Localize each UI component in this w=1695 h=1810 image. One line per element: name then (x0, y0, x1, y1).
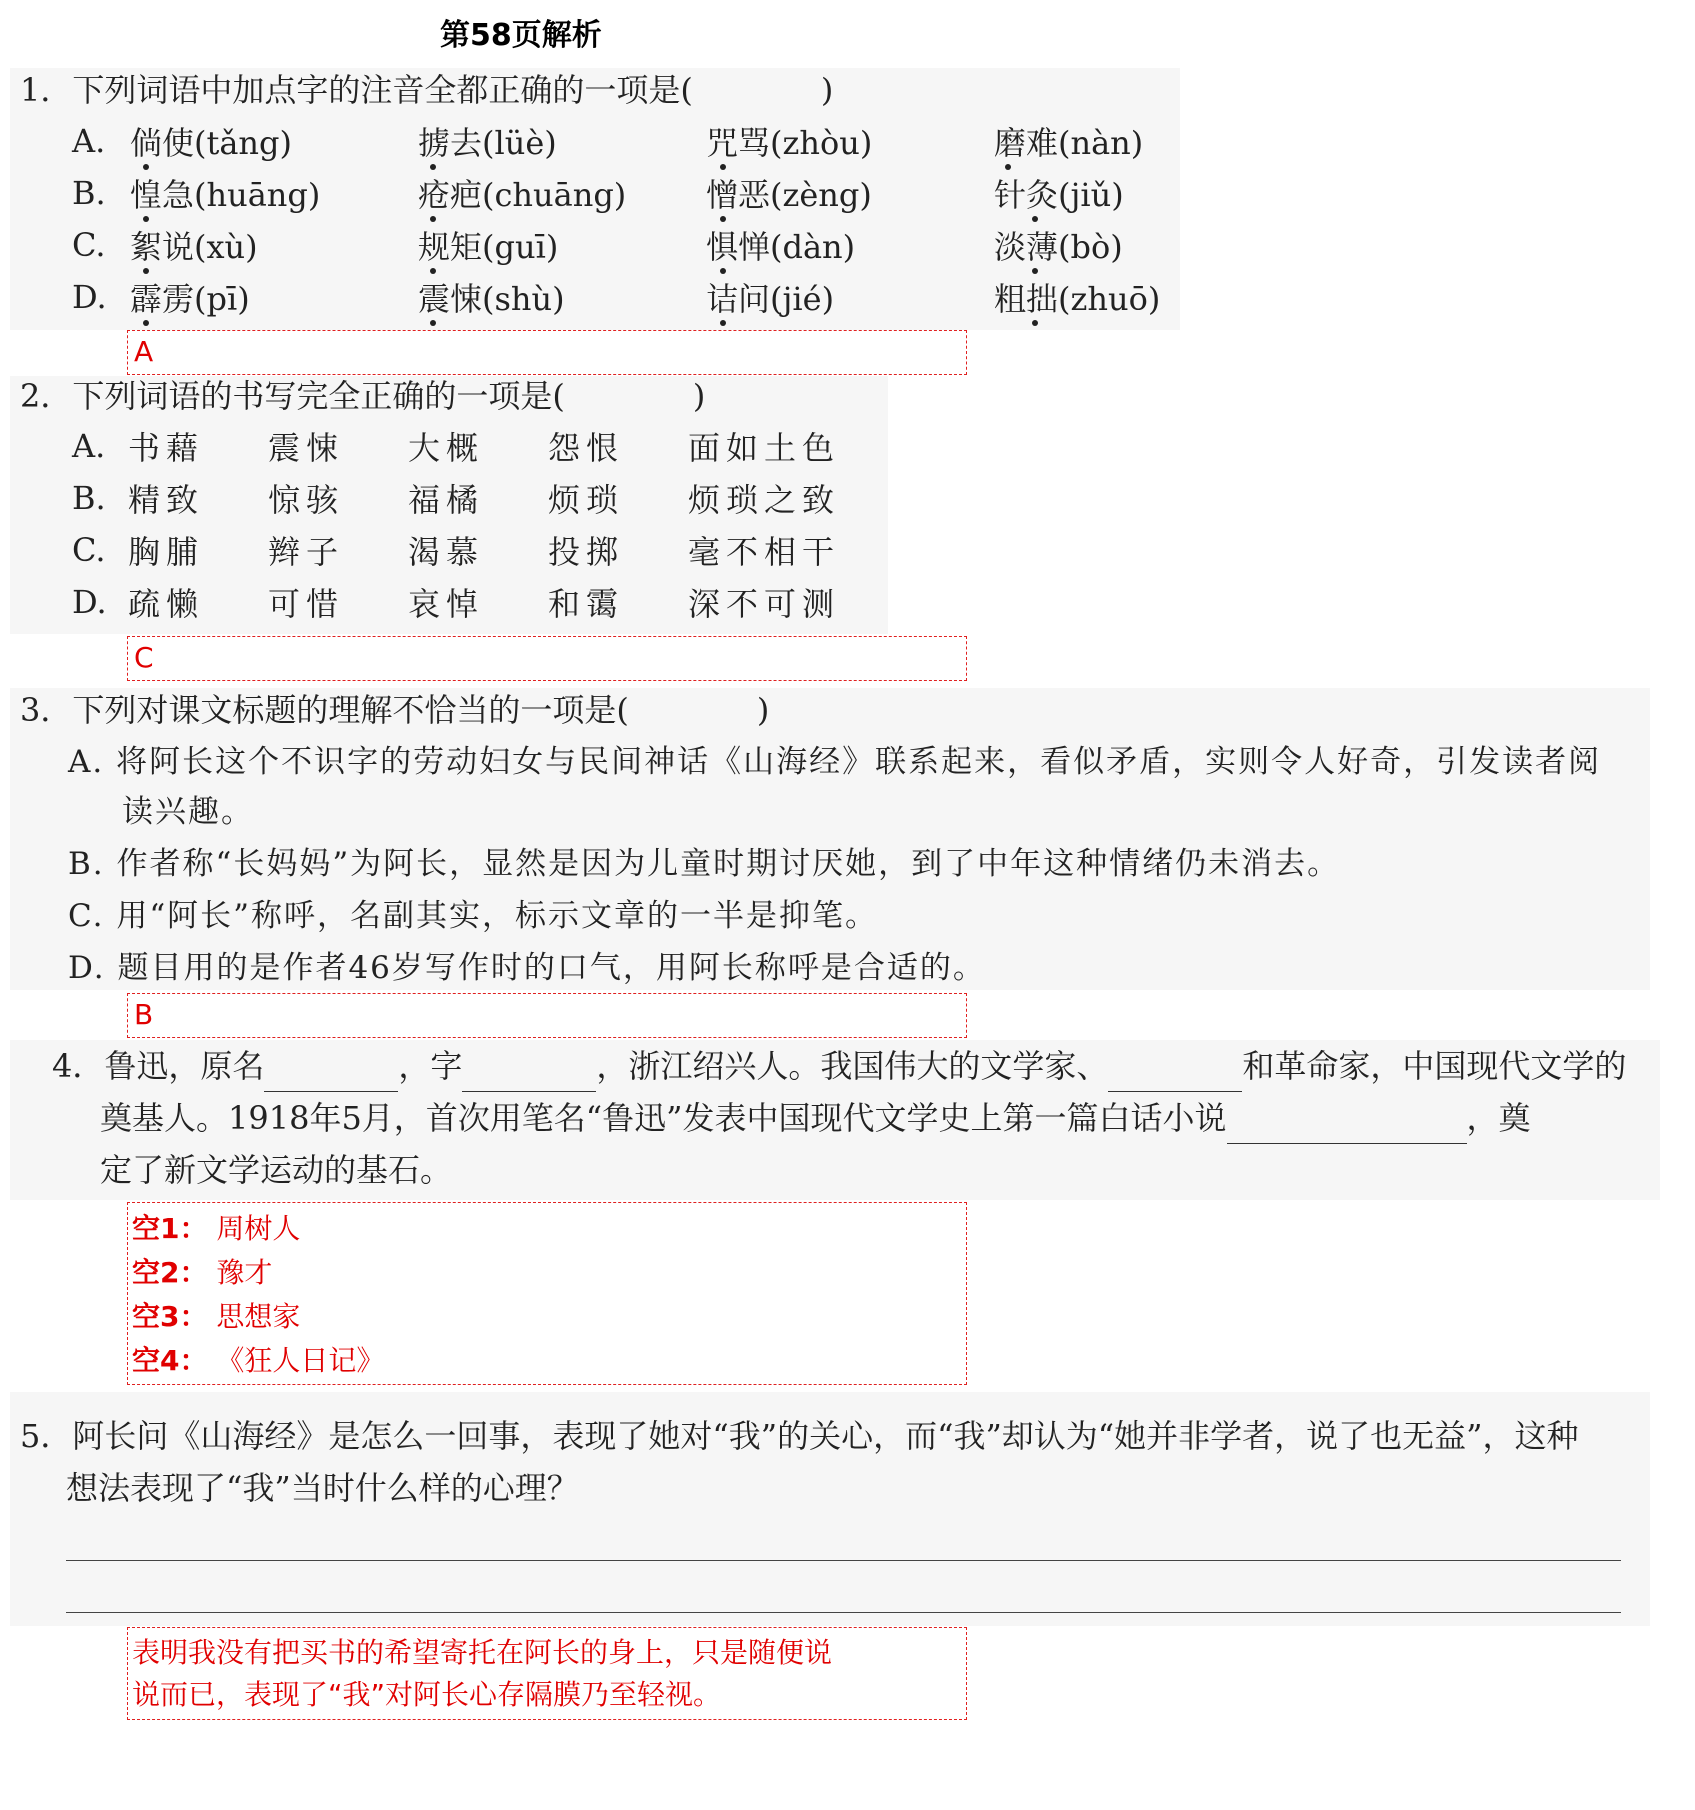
option-item: 渴慕 (408, 533, 485, 571)
option-label: C. (72, 226, 106, 264)
option-item: 惧惮(dàn) (706, 228, 856, 266)
option-item: 面如土色 (688, 429, 841, 467)
option-item: 辫子 (268, 533, 345, 571)
q3-option-b: B. 作者称“长妈妈”为阿长，显然是因为儿童时期讨厌她，到了中年这种情绪仍未消去。 (68, 846, 1341, 882)
option-item: 诘问(jié) (706, 280, 835, 318)
q4-line1 (52, 1040, 1626, 1092)
q5-answer-line2: 说而已，表现了“我”对阿长心存隔膜乃至轻视。 (132, 1678, 722, 1711)
fill-blank-1[interactable] (264, 1057, 398, 1092)
option-item: 胸脯 (128, 533, 205, 571)
option-item: 霹雳(pī) (130, 280, 250, 318)
emphasis-dot (1032, 320, 1038, 326)
emphasis-dot (143, 320, 149, 326)
emphasis-dot (430, 320, 436, 326)
answer-value: 豫才 (216, 1256, 273, 1289)
q4-answer-2 (132, 1251, 962, 1295)
q4-line3: 定了新文学运动的基石。 (100, 1151, 453, 1189)
q2-options (72, 420, 840, 628)
emphasis-dot (143, 216, 149, 222)
option-label: D. (72, 278, 107, 316)
q4-answer-box (127, 1202, 967, 1385)
option-item: 惊骇 (268, 481, 345, 519)
emphasis-dot (143, 164, 149, 170)
option-label: D. (72, 583, 107, 621)
option-item: 絮说(xù) (130, 228, 258, 266)
q2-option-d (72, 576, 840, 628)
q2-answer: C (134, 641, 154, 674)
answer-value: 《狂人日记》 (216, 1344, 385, 1377)
q4-line2 (100, 1092, 1531, 1144)
fill-blank-3[interactable] (1108, 1057, 1242, 1092)
option-item: 投掷 (548, 533, 625, 571)
answer-value: 思想家 (216, 1300, 301, 1333)
q4-text: ，奠 (1466, 1099, 1531, 1137)
option-label: C. (72, 531, 106, 569)
option-item: 福橘 (408, 481, 485, 519)
option-item: 倘使(tǎng) (130, 124, 293, 162)
emphasis-dot (1032, 216, 1038, 222)
emphasis-dot (143, 268, 149, 274)
option-item: 可惜 (268, 585, 345, 623)
option-item: 咒骂(zhòu) (706, 124, 873, 162)
option-item: 深不可测 (688, 585, 841, 623)
q1-answer-box (127, 330, 967, 375)
q1-option-c (72, 219, 1282, 271)
emphasis-dot (1005, 164, 1011, 170)
fill-blank-2[interactable] (462, 1057, 596, 1092)
q2-answer-box (127, 636, 967, 681)
emphasis-dot (720, 164, 726, 170)
answer-key: 空4： (132, 1344, 208, 1377)
option-item: 毫不相干 (688, 533, 841, 571)
q4-text: 和革命家，中国现代文学的 (1242, 1047, 1627, 1085)
option-item: 震悚 (268, 429, 345, 467)
answer-line (66, 1612, 1621, 1613)
option-item: 大概 (408, 429, 485, 467)
q5-line1: 5．阿长问《山海经》是怎么一回事，表现了她对“我”的关心，而“我”却认为“她并非学者，说了也无益”，这种 (20, 1417, 1579, 1455)
q4-answer-1 (132, 1207, 962, 1251)
answer-key: 空3： (132, 1300, 208, 1333)
option-item: 惶急(huāng) (130, 176, 321, 214)
option-item: 烦琐 (548, 481, 625, 519)
option-item: 疏懒 (128, 585, 205, 623)
answer-line (66, 1560, 1621, 1561)
q1-option-b (72, 167, 1282, 219)
q4-text: ，字 (398, 1047, 463, 1085)
option-item: 规矩(guī) (418, 228, 559, 266)
q1-options (72, 115, 1282, 323)
option-label: B. (72, 174, 106, 212)
emphasis-dot (720, 268, 726, 274)
option-item: 和霭 (548, 585, 625, 623)
answer-value: 周树人 (216, 1212, 301, 1245)
emphasis-dot (720, 320, 726, 326)
q2-option-c (72, 524, 840, 576)
emphasis-dot (1032, 268, 1038, 274)
q4-text: 奠基人。1918年5月，首次用笔名“鲁迅”发表中国现代文学史上第一篇白话小说 (100, 1099, 1227, 1137)
fill-blank-4[interactable] (1227, 1109, 1467, 1144)
q3-answer-box (127, 993, 967, 1038)
emphasis-dot (720, 216, 726, 222)
option-item: 烦琐之致 (688, 481, 841, 519)
option-item: 憎恶(zèng) (706, 176, 872, 214)
q4-answer-3 (132, 1295, 962, 1339)
option-item: 掳去(lüè) (418, 124, 557, 162)
emphasis-dot (430, 216, 436, 222)
q1-stem: 1．下列词语中加点字的注音全都正确的一项是( ) (20, 71, 834, 109)
option-item: 疮疤(chuāng) (418, 176, 627, 214)
option-item: 精致 (128, 481, 205, 519)
q1-option-d (72, 271, 1282, 323)
q2-stem: 2．下列词语的书写完全正确的一项是( ) (20, 377, 706, 415)
option-label: B. (72, 479, 106, 517)
option-label: A. (72, 122, 106, 160)
q5-line2: 想法表现了“我”当时什么样的心理？ (66, 1469, 579, 1507)
q3-answer: B (134, 998, 154, 1031)
q4-text: ，浙江绍兴人。我国伟大的文学家、 (596, 1047, 1109, 1085)
q3-option-a-line1: A. 将阿长这个不识字的劳动妇女与民间神话《山海经》联系起来，看似矛盾，实则令人好奇，引发读者阅 (68, 744, 1602, 780)
option-item: 怨恨 (548, 429, 625, 467)
option-item: 磨难(nàn) (994, 124, 1144, 162)
q3-option-c: C. 用“阿长”称呼，名副其实，标示文章的一半是抑笔。 (68, 898, 879, 934)
option-item: 粗拙(zhuō) (994, 280, 1161, 318)
q3-option-d: D. 题目用的是作者46岁写作时的口气，用阿长称呼是合适的。 (68, 950, 986, 986)
option-item: 哀悼 (408, 585, 485, 623)
option-item: 震悚(shù) (418, 280, 565, 318)
q1-answer: A (134, 335, 154, 368)
q4-text: 4．鲁迅，原名 (52, 1047, 265, 1085)
q4-answer-4 (132, 1339, 962, 1383)
q5-answer-line1: 表明我没有把买书的希望寄托在阿长的身上，只是随便说 (132, 1636, 833, 1669)
answer-key: 空1： (132, 1212, 208, 1245)
q5-answer-box (127, 1627, 967, 1720)
option-label: A. (72, 427, 106, 465)
option-item: 针灸(jiǔ) (994, 176, 1124, 214)
q2-option-a (72, 420, 840, 472)
q2-option-b (72, 472, 840, 524)
page-title: 第58页解析 (440, 18, 602, 53)
option-item: 淡薄(bò) (994, 228, 1123, 266)
answer-key: 空2： (132, 1256, 208, 1289)
option-item: 书藉 (128, 429, 205, 467)
emphasis-dot (430, 164, 436, 170)
emphasis-dot (430, 268, 436, 274)
q3-stem: 3．下列对课文标题的理解不恰当的一项是( ) (20, 691, 770, 729)
q3-option-a-line2: 读兴趣。 (122, 794, 254, 830)
q1-option-a (72, 115, 1282, 167)
